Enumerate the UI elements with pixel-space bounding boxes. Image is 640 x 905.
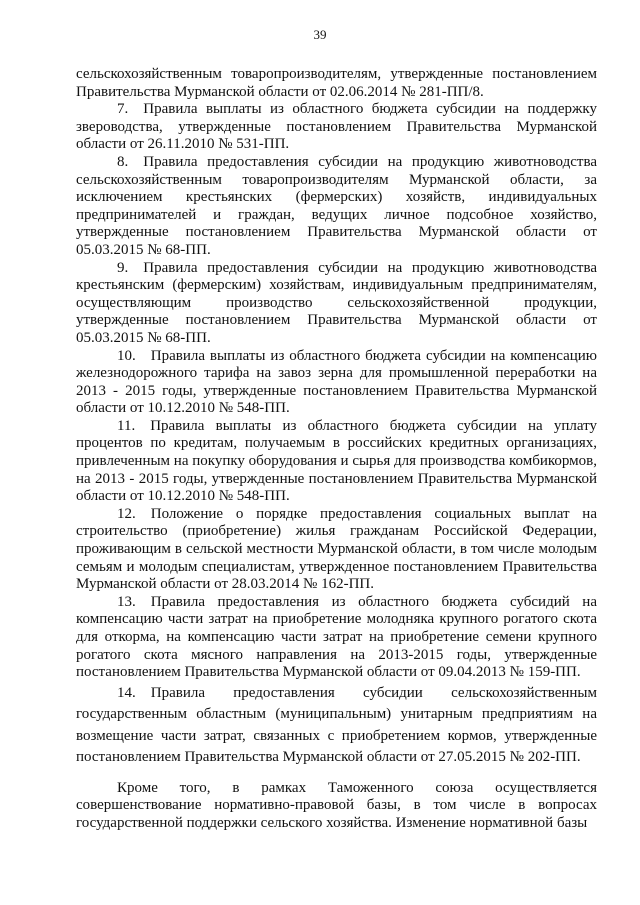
list-item-14: 14. Правила предоставления субсидии сельскохозяйственным государственным областным (муниципальным) унитарным предприятиям на возмещение части затрат, связанных с приобретением кормов, утвержденные постановлением Правительства Мурманской области от 27.05.2015 № 202-ПП. <box>76 684 597 766</box>
list-item-8: 8. Правила предоставления субсидии на продукцию животноводства сельскохозяйственным товаропроизводителям Мурманской области, за исключением крестьянских (фермерских) хозяйств, индивидуальных предпринимателей и граждан, ведущих личное подсобное хозяйство, утвержденные постановлением Правительства Мурманской области от 05.03.2015 № 68-ПП. <box>76 153 597 258</box>
page-number: 39 <box>313 27 327 42</box>
list-item-13: 13. Правила предоставления из областного бюджета субсидий на компенсацию части затрат на приобретение молодняка крупного рогатого скота для откорма, на компенсацию части затрат на приобретение семени крупного рогатого скота мясного направления на 2013-2015 годы, утвержденные постановлением Правительства Мурманской области от 09.04.2013 № 159-ПП. <box>76 593 597 681</box>
list-item-7: 7. Правила выплаты из областного бюджета субсидии на поддержку звероводства, утвержденные постановлением Правительства Мурманской области от 26.11.2010 № 531-ПП. <box>76 101 597 153</box>
document-body <box>76 66 597 833</box>
list-item-11: 11. Правила выплаты из областного бюджета субсидии на уплату процентов по кредитам, получаемым в российских кредитных организациях, привлеченным на покупку оборудования и сырья для производства комбикормов, на 2013 - 2015 годы, утвержденные постановлением Правительства Мурманской области от 10.12.2010 № 548-ПП. <box>76 417 597 505</box>
paragraph-continuation: сельскохозяйственным товаропроизводителям, утвержденные постановлением Правительства Мурманской области от 02.06.2014 № 281-ПП/8. <box>76 66 597 100</box>
list-item-12: 12. Положение о порядке предоставления социальных выплат на строительство (приобретение) жилья гражданам Российской Федерации, проживающим в сельской местности Мурманской области, в том числе молодым семьям и молодым специалистам, утвержденное постановлением Правительства Мурманской области от 28.03.2014 № 162-ПП. <box>76 505 597 593</box>
list-item-10: 10. Правила выплаты из областного бюджета субсидии на компенсацию железнодорожного тарифа на завоз зерна для промышленной переработки на 2013 - 2015 годы, утвержденные постановлением Правительства Мурманской области от 10.12.2010 № 548-ПП. <box>76 347 597 417</box>
paragraph-customs-union: Кроме того, в рамках Таможенного союза осуществляется совершенствование нормативно-правовой базы, в том числе в вопросах государственной поддержки сельского хозяйства. Изменение нормативной базы <box>76 779 597 831</box>
list-item-9: 9. Правила предоставления субсидии на продукцию животноводства крестьянским (фермерским) хозяйствам, индивидуальным предпринимателям, осуществляющим производство сельскохозяйственной продукции, утвержденные постановлением Правительства Мурманской области от 05.03.2015 № 68-ПП. <box>76 259 597 346</box>
